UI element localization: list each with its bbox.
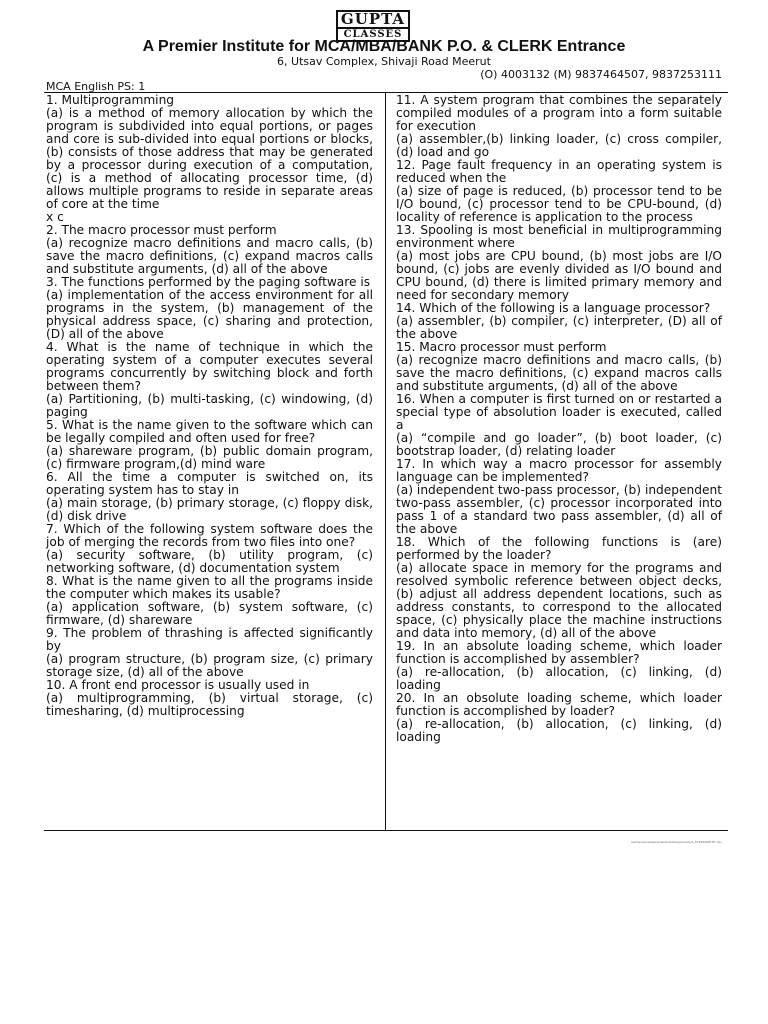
logo-bottom-text: CLASSES [336,27,410,42]
question-5: 5. What is the name given to the software which can be legally compiled and often used for free? [46,418,373,445]
question-1: 1. Multiprogramming [46,93,175,107]
question-12: 12. Page fault frequency in an operating system is reduced when the [396,158,722,185]
column-divider [385,92,386,830]
options-18: (a) allocate space in memory for the programs and resolved symbolic reference between object decks, (b) adjust all address dependent locations, such as address constants, to correspond to the allocated space, (c) physically place the machine instructions and data into memory, (d) all of the above [396,561,722,640]
note-1: x c [46,210,64,224]
options-11: (a) assembler,(b) linking loader, (c) cross compiler, (d) load and go [396,132,722,159]
question-9: 9. The problem of thrashing is affected significantly by [46,626,373,653]
options-2: (a) recognize macro definitions and macro calls, (b) save the macro definitions, (c) expand macros calls and substitute arguments, (d) all of the above [46,236,373,276]
options-4: (a) Partitioning, (b) multi-tasking, (c) windowing, (d) paging [46,392,373,419]
question-20: 20. In an obsolute loading scheme, which loader function is accomplished by loader? [396,691,722,718]
page-title: A Premier Institute for MCA/MBA/BANK P.O. & CLERK Entrance [142,38,626,55]
options-1: (a) is a method of memory allocation by which the program is subdivided into equal portions, or pages and core is sub-divided into equal portions or blocks, (b) consists of those address that may be generated by a processor during execution of a computation, (c) is a method of allocating processor time, (d) allows multiple programs to reside in separate areas of core at the time [46,106,373,211]
question-14: 14. Which of the following is a language processor? [396,301,711,315]
logo-top-text: GUPTA [336,10,410,27]
options-8: (a) application software, (b) system software, (c) firmware, (d) shareware [46,600,373,627]
options-5: (a) shareware program, (b) public domain program, (c) firmware program,(d) mind ware [46,444,373,471]
options-15: (a) recognize macro definitions and macro calls, (b) save the macro definitions, (c) expand macros calls and substitute arguments, (d) all of the above [396,353,722,393]
question-10: 10. A front end processor is usually used in [46,678,310,692]
right-column [396,94,722,744]
question-11: 11. A system program that combines the separately compiled modules of a program into a form suitable for execution [396,93,722,133]
options-9: (a) program structure, (b) program size, (c) primary storage size, (d) all of the above [46,652,373,679]
question-16: 16. When a computer is first turned on or restarted a special type of absolution loader is executed, called a [396,392,722,432]
question-18: 18. Which of the following functions is (are) performed by the loader? [396,535,722,562]
options-3: (a) implementation of the access environment for all programs in the system, (b) management of the physical address space, (c) sharing and protection, (D) all of the above [46,288,373,341]
options-14: (a) assembler, (b) compiler, (c) interpreter, (D) all of the above [396,314,722,341]
question-6: 6. All the time a computer is switched on, its operating system has to stay in [46,470,373,497]
test-label: MCA English PS: 1 [46,80,146,93]
left-column [46,94,373,718]
institute-phones: (O) 4003132 (M) 9837464507, 9837253111 [480,68,722,81]
options-13: (a) most jobs are CPU bound, (b) most jobs are I/O bound, (c) jobs are evenly divided as I/O bound and CPU bound, (d) there is limited primary memory and need for secondary memory [396,249,722,302]
question-7: 7. Which of the following system software does the job of merging the records from two files into one? [46,522,373,549]
question-4: 4. What is the name of technique in which the operating system of a computer executes several programs concurrently by switching block and forth between them? [46,340,373,393]
bottom-rule [44,830,728,831]
options-12: (a) size of page is reduced, (b) processor tend to be I/O bound, (c) processor tend to be CPU-bound, (d) locality of reference is application to the process [396,184,722,224]
options-19: (a) re-allocation, (b) allocation, (c) linking, (d) loading [396,665,722,692]
options-10: (a) multiprogramming, (b) virtual storage, (c) timesharing, (d) multiprocessing [46,691,373,718]
institute-logo [336,10,410,40]
options-6: (a) main storage, (b) primary storage, (c) floppy disk, (d) disk drive [46,496,373,523]
file-path-footnote: /someuser/papers/seminar/temp/scrolls/s_33309699187.doc [631,840,722,844]
question-8: 8. What is the name given to all the programs inside the computer which makes its usable? [46,574,373,601]
institute-address: 6, Utsav Complex, Shivaji Road Meerut [277,55,491,68]
options-17: (a) independent two-pass processor, (b) independent two-pass assembler, (c) processor incorporated into pass 1 of a standard two pass assembler, (d) all of the above [396,483,722,536]
options-20: (a) re-allocation, (b) allocation, (c) linking, (d) loading [396,717,722,744]
question-15: 15. Macro processor must perform [396,340,607,354]
question-17: 17. In which way a macro processor for assembly language can be implemented? [396,457,722,484]
question-2: 2. The macro processor must perform [46,223,277,237]
question-19: 19. In an absolute loading scheme, which loader function is accomplished by assembler? [396,639,722,666]
options-16: (a) “compile and go loader”, (b) boot loader, (c) bootstrap loader, (d) relating loader [396,431,722,458]
question-13: 13. Spooling is most beneficial in multiprogramming environment where [396,223,722,250]
options-7: (a) security software, (b) utility program, (c) networking software, (d) documentation system [46,548,373,575]
question-3: 3. The functions performed by the paging software is [46,275,371,289]
